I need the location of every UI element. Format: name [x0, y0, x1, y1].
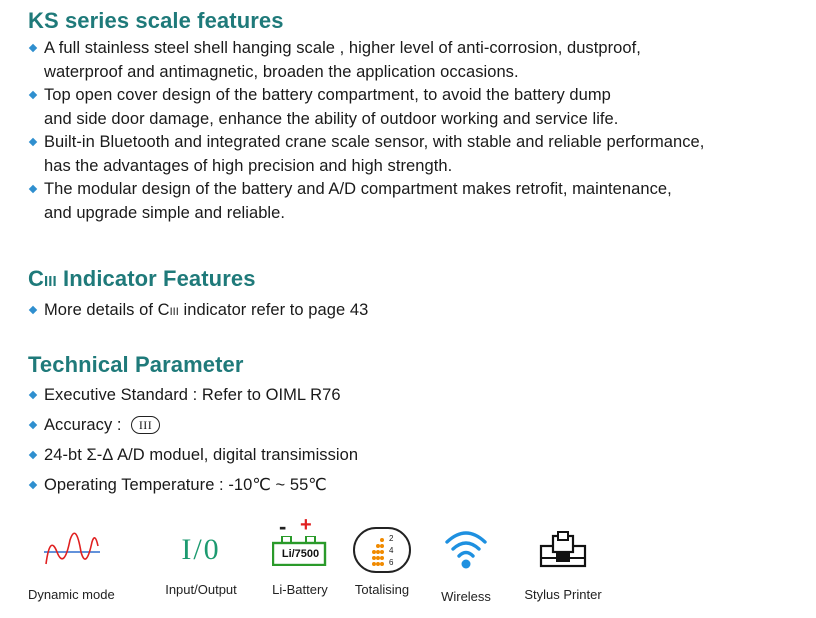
totalising-digit: 4 — [389, 546, 394, 555]
li-battery-icon — [264, 514, 336, 574]
list-item — [28, 131, 808, 178]
item-text: Accuracy : — [44, 416, 122, 434]
input-output-icon: I/0 — [181, 533, 221, 566]
list-item — [28, 299, 808, 325]
battery-plus: + — [300, 514, 312, 536]
technical-section — [28, 352, 808, 500]
list-item — [28, 440, 808, 470]
feature-dynamic-mode — [28, 526, 115, 602]
title-iii: III — [44, 273, 57, 290]
list-item — [28, 470, 808, 500]
feature-icons-row — [28, 514, 628, 616]
feature-totalising — [344, 526, 420, 597]
list-item — [28, 410, 808, 440]
item-text: indicator refer to page 43 — [178, 301, 369, 319]
technical-list — [28, 380, 808, 500]
indicator-section — [28, 266, 808, 325]
item-text: Executive Standard : Refer to OIML R76 — [44, 386, 341, 404]
ks-features-list — [28, 37, 808, 225]
totalising-icon — [344, 526, 420, 574]
ks-features-section — [28, 8, 808, 225]
item-text: 24-bt Σ-Δ A/D moduel, digital transimission — [44, 446, 359, 464]
battery-minus: - — [279, 514, 287, 539]
list-item — [28, 178, 808, 225]
item-class: III — [169, 306, 179, 318]
item-line: has the advantages of high precision and high strength. — [44, 156, 453, 175]
icon-label: Dynamic mode — [28, 587, 115, 602]
item-text: More details of C — [44, 301, 170, 319]
item-line: The modular design of the battery and A/D compartment makes retrofit, maintenance, — [44, 180, 672, 198]
item-line: and upgrade simple and reliable. — [44, 203, 286, 222]
accuracy-class-badge: III — [131, 416, 161, 434]
item-line: waterproof and antimagnetic, broaden the application occasions. — [44, 62, 519, 81]
dynamic-mode-icon — [30, 526, 110, 574]
ks-features-title: KS series scale features — [28, 8, 284, 33]
icon-label: Input/Output — [165, 582, 237, 597]
totalising-digit: 2 — [389, 534, 394, 543]
item-line: A full stainless steel shell hanging scale , higher level of anti-corrosion, dustproof, — [44, 39, 641, 57]
icon-label: Li-Battery — [272, 582, 328, 597]
icon-label: Stylus Printer — [524, 587, 602, 602]
item-line: and side door damage, enhance the ability of outdoor working and service life. — [44, 109, 619, 128]
icon-label: Wireless — [441, 589, 491, 604]
feature-wireless — [428, 526, 504, 604]
item-line: Built-in Bluetooth and integrated crane scale sensor, with stable and reliable performance, — [44, 133, 705, 151]
title-c: C — [28, 266, 44, 291]
title-rest: Indicator Features — [56, 266, 256, 291]
wireless-icon — [441, 526, 491, 574]
item-text: Operating Temperature : -10℃ ~ 55℃ — [44, 476, 327, 494]
icon-label: Totalising — [354, 582, 410, 597]
list-item — [28, 380, 808, 410]
indicator-list — [28, 299, 808, 325]
totalising-frame-icon — [352, 526, 412, 574]
feature-li-battery — [264, 514, 336, 597]
stylus-printer-icon — [536, 526, 590, 574]
list-item — [28, 37, 808, 84]
battery-text: Li/7500 — [281, 548, 320, 560]
list-item — [28, 84, 808, 131]
item-line: Top open cover design of the battery compartment, to avoid the battery dump — [44, 86, 611, 104]
feature-stylus-printer — [514, 526, 612, 602]
indicator-title — [28, 266, 808, 295]
technical-title: Technical Parameter — [28, 352, 244, 377]
totalising-digit: 6 — [389, 558, 394, 567]
feature-input-output — [156, 526, 246, 597]
